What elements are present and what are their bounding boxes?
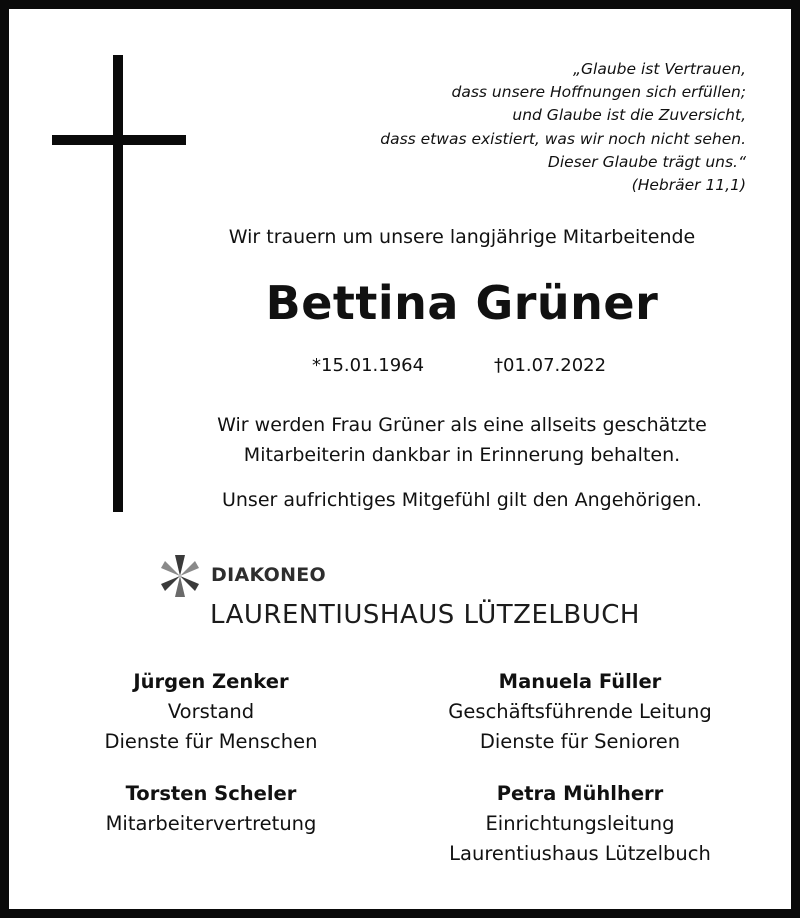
signatory-block [420,667,740,757]
remembrance-line: Wir werden Frau Grüner als eine allseits geschätzte [217,414,707,436]
signatory-role: Dienste für Senioren [479,730,681,753]
signatory-block [420,779,740,869]
quote-line: Dieser Glaube trägt uns.“ [547,152,746,171]
mourning-intro: Wir trauern um unsere langjährige Mitarbeitende [228,226,696,248]
signatory-name: Manuela Füller [498,670,662,693]
signatory-role: Vorstand [167,700,255,723]
cross-horizontal-beam [52,135,186,145]
quote-line: dass etwas existiert, was wir noch nicht sehen. [380,129,746,148]
quote-line: „Glaube ist Vertrauen, [572,60,746,78]
signatory-name: Jürgen Zenker [133,670,289,693]
signatory-name: Petra Mühlherr [496,782,664,805]
signatory-role: Dienste für Menschen [104,730,318,753]
quote-line: und Glaube ist die Zuversicht, [512,106,746,125]
quote-source: (Hebräer 11,1) [631,176,746,195]
cross-vertical-beam [113,55,123,512]
birth-date: *15.01.1964 [312,355,425,376]
signatory-role: Mitarbeitervertretung [105,812,317,835]
signatory-role: Laurentiushaus Lützelbuch [449,842,711,865]
signatory-role: Geschäftsführende Leitung [448,700,712,723]
bible-quote [380,58,746,197]
death-date: †01.07.2022 [494,355,607,376]
signatory-name: Torsten Scheler [125,782,297,805]
diakoneo-star-icon [158,553,202,599]
remembrance-text [150,410,774,470]
condolence-text: Unser aufrichtiges Mitgefühl gilt den Angehörigen. [221,489,703,511]
remembrance-line: Mitarbeiterin dankbar in Erinnerung behalten. [243,444,681,466]
signatory-block [61,779,361,839]
institution-name: LAURENTIUSHAUS LÜTZELBUCH [210,600,640,630]
brand-wordmark: DIAKONEO [211,564,326,586]
signatory-block [61,667,361,757]
quote-line: dass unsere Hoffnungen sich erfüllen; [451,83,746,102]
deceased-name: Bettina Grüner [265,276,659,330]
signatory-role: Einrichtungsleitung [485,812,675,835]
